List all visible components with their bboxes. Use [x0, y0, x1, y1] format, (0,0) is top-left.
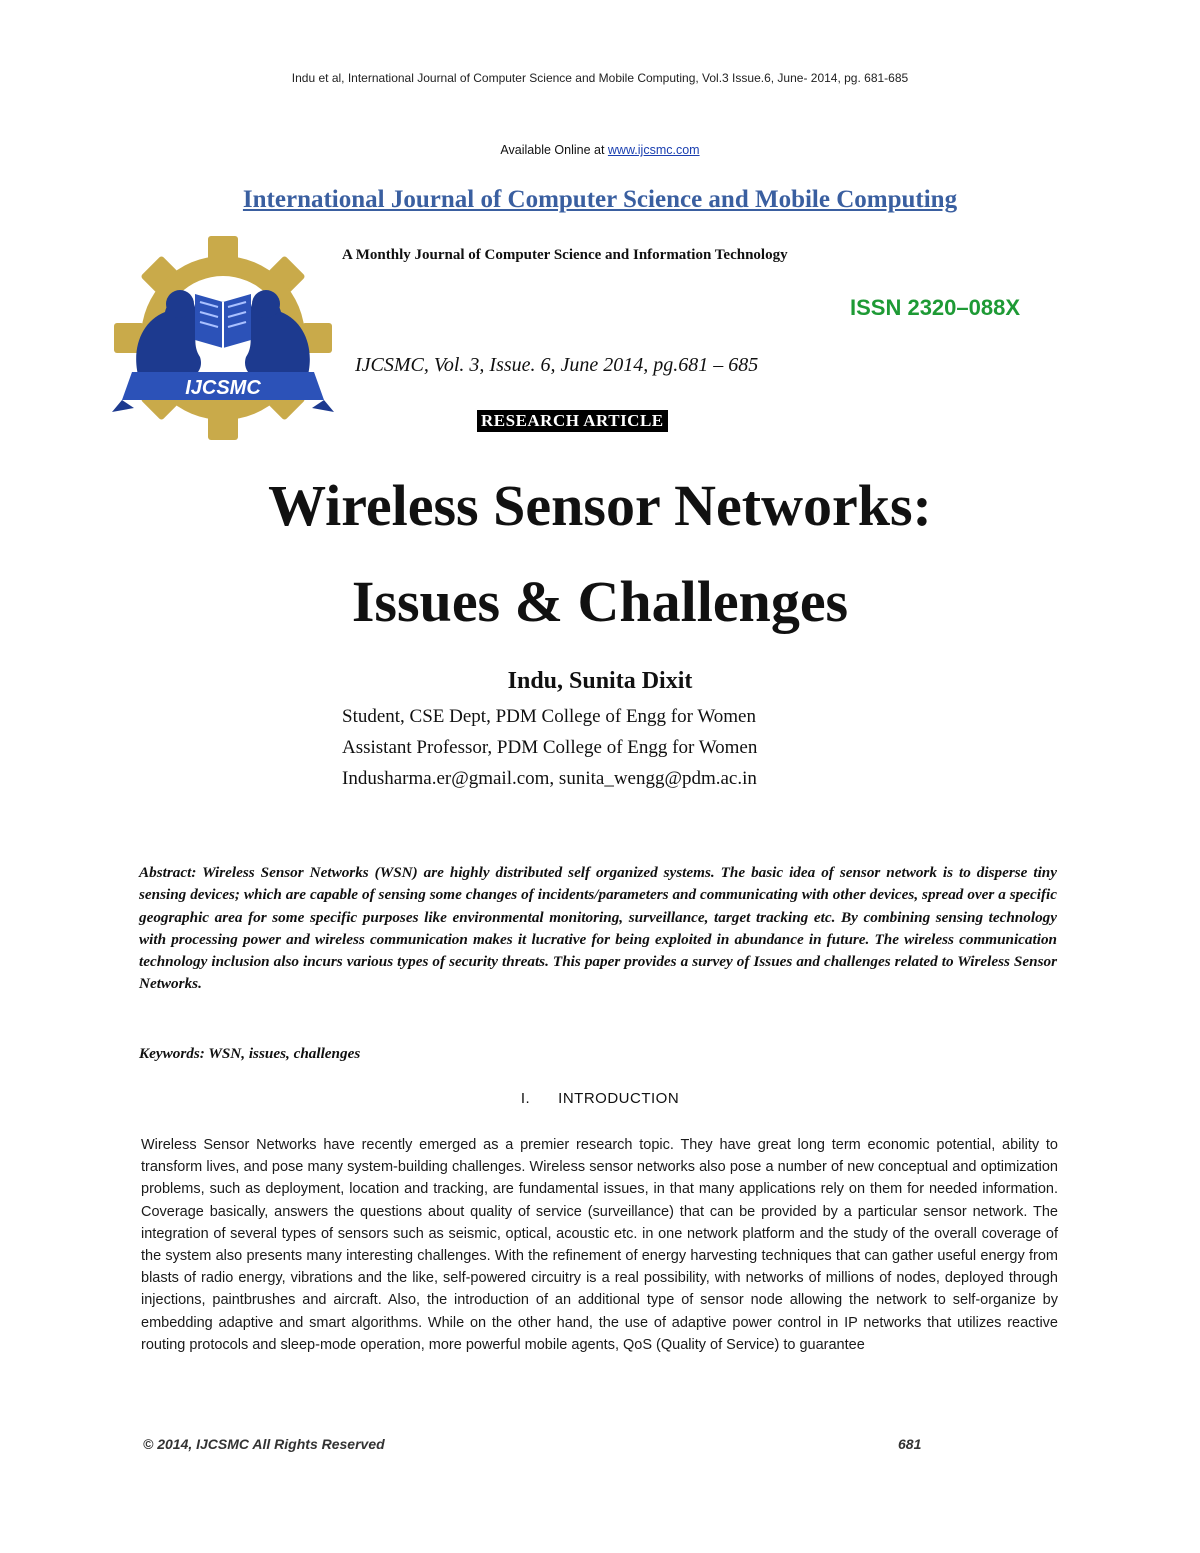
- issn-label: ISSN 2320–088X: [850, 295, 1021, 320]
- journal-logo: [110, 232, 336, 444]
- keywords: Keywords: WSN, issues, challenges: [139, 1045, 361, 1062]
- book-icon: [195, 294, 251, 348]
- paper-title-line-2: Issues & Challenges: [351, 569, 849, 634]
- affiliation-2: Assistant Professor, PDM College of Engg for Women: [342, 737, 758, 758]
- authors: Indu, Sunita Dixit: [507, 668, 693, 694]
- intro-paragraph: Wireless Sensor Networks have recently emerged as a premier research topic. They have great long term economic potential, ability to transform lives, and pose many system-building challenges. Wireless sensor networks also pose a number of new conceptual and optimization problems, such as deployment, location and tracking, are fundamental issues, in that many applications rely on them for needed information. Coverage basically, answers the questions about quality of service (surveillance) that can be provided by a particular sensor network. The integration of several types of sensors such as seismic, optical, acoustic etc. in one network platform and the study of the overall coverage of the system also presents many interesting challenges. With the refinement of energy harvesting techniques that can gather useful energy from blasts of radio energy, vibrations and the like, self-powered circuitry is a real possibility, with networks of millions of nodes, deployed through injections, paintbrushes and aircraft. Also, the introduction of an additional type of sensor node allowing the network to self-organize by embedding adaptive and smart algorithms. While on the other hand, the use of adaptive power control in IP networks that utilizes reactive routing protocols and sleep-mode operation, more powerful mobile agents, QoS (Quality of Service) to guarantee: [141, 1137, 1058, 1353]
- journal-website-link[interactable]: www.ijcsmc.com: [607, 143, 700, 157]
- journal-name-link[interactable]: International Journal of Computer Science and Mobile Computing: [242, 186, 958, 213]
- abstract: Abstract: Wireless Sensor Networks (WSN) are highly distributed self organized systems. The basic idea of sensor network is to disperse tiny sensing devices; which are capable of sensing some changes of incidents/parameters and communicating with other devices, spread over a specific geographic area for some specific purposes like environmental monitoring, surveillance, target tracking etc. By combining sensing technology with processing power and wireless communication makes it lucrative for being exploited in abundance in future. The wireless communication technology inclusion also incurs various types of security threats. This paper provides a survey of Issues and challenges related to Wireless Sensor Networks.: [139, 864, 1057, 993]
- running-header: Indu et al, International Journal of Computer Science and Mobile Computing, Vol.3 Issue.6, June- 2014, pg. 681-685: [291, 71, 909, 85]
- section-heading: I. INTRODUCTION: [520, 1090, 680, 1107]
- volume-line: IJCSMC, Vol. 3, Issue. 6, June 2014, pg.681 – 685: [355, 354, 759, 376]
- author-emails: Indusharma.er@gmail.com, sunita_wengg@pdm.ac.in: [342, 768, 757, 789]
- footer-copyright: © 2014, IJCSMC All Rights Reserved: [143, 1436, 385, 1452]
- page-number: 681: [898, 1436, 922, 1452]
- logo-text: IJCSMC: [185, 377, 261, 399]
- available-online-label: Available Online at: [500, 143, 608, 157]
- paper-title-line-1: Wireless Sensor Networks:: [268, 473, 932, 538]
- available-online: [0, 143, 1200, 157]
- article-type-badge: RESEARCH ARTICLE: [477, 410, 668, 432]
- affiliation-1: Student, CSE Dept, PDM College of Engg for Women: [342, 706, 756, 727]
- journal-subtitle: A Monthly Journal of Computer Science and Information Technology: [342, 247, 788, 263]
